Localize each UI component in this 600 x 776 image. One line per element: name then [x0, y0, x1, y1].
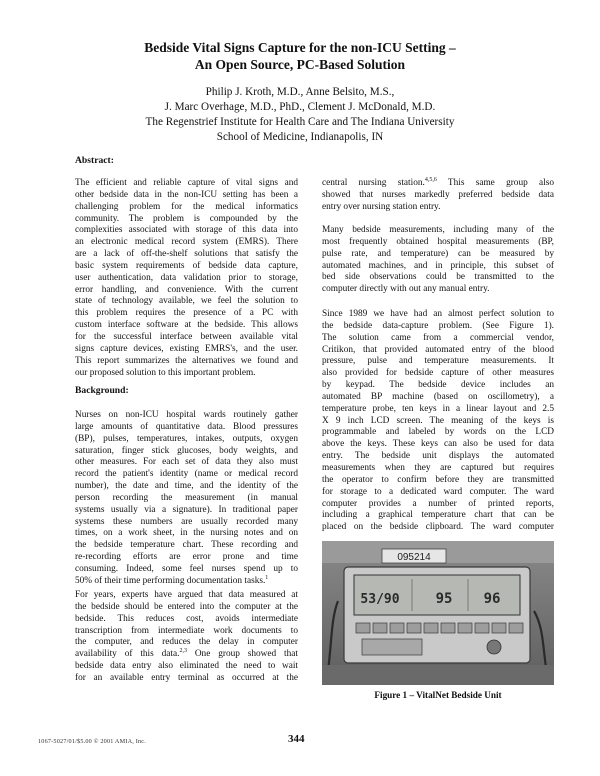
text-line: For years, experts have argued that data measured at — [75, 590, 298, 600]
text-line: showed that nurses markedly preferred bedside data — [322, 189, 554, 200]
text-line: for an available entry terminal as occurred at the — [75, 672, 298, 683]
citation-superscript: 4,5,6 — [424, 176, 437, 183]
text-line: error handling, and convenience. With the current — [75, 284, 298, 295]
unit-label-tag: 095214 — [397, 552, 431, 563]
paper-title — [40, 39, 560, 73]
text-line: (BP), pulses, temperatures, intakes, outputs, oxygen — [75, 433, 298, 444]
right-paragraph-a — [322, 178, 554, 214]
text-line: the operator to confirm before they are transmitted — [322, 474, 554, 485]
text-span: This same group also — [436, 178, 554, 188]
background-paragraph-2 — [75, 590, 298, 685]
text-line: our proposed solution to this important problem. — [75, 367, 256, 378]
text-line: Critikon, that provided automated entry of the blood — [322, 344, 554, 355]
text-line: measurements when they are captured but requires — [322, 462, 554, 473]
text-line: entry. The bedside unit displays the automated — [322, 451, 554, 462]
text-line: number), the date and time, and the identity of the — [75, 481, 298, 492]
text-line: the bedside temperature chart. These recording and — [75, 540, 298, 551]
lcd-temp-readout: 96 — [483, 591, 501, 607]
text-line: the bedside should be entered into the computer at the — [75, 601, 298, 612]
vitalnet-bedside-unit-photo — [322, 541, 554, 685]
text-line: challenging problem for the medical informatics — [75, 201, 298, 212]
text-line: for the successful interface between available vital — [75, 331, 298, 342]
text-line: Since 1989 we have had an almost perfect solution to — [322, 309, 554, 319]
text-line: large amounts of quantitative data. Blood pressures — [75, 421, 298, 432]
text-line: user authentication, data validation prior to storage, — [75, 272, 298, 283]
text-line: bedside data entry also eliminated the need to wait — [75, 661, 298, 672]
text-line: pressure, pulse and temperature measurements. It — [322, 356, 554, 367]
text-line: bedside. This reduces cost, avoids intermediate — [75, 613, 298, 624]
author-block — [60, 85, 540, 145]
text-line: Many bedside measurements, including many of the — [322, 225, 554, 235]
text-line: pulse rate, and temperature) can be measured by — [322, 248, 554, 259]
copyright-footer: 1067-5027/01/$5.00 © 2001 AMIA, Inc. — [38, 738, 146, 745]
text-span: 50% of their time performing documentation tasks. — [75, 575, 266, 586]
text-line: The efficient and reliable capture of vital signs and — [75, 178, 298, 188]
text-line: The solution came from a commercial vendor, — [322, 332, 554, 343]
text-line: systems usually via a signature). In traditional paper — [75, 504, 298, 515]
text-line — [75, 576, 298, 588]
text-line: automated machines, and in principle, this subset of — [322, 260, 554, 271]
text-span: availability of this data. — [75, 649, 180, 660]
text-line: above the keys. These keys can also be used for data — [322, 439, 554, 450]
text-line: person recording the measurement (in manual — [75, 492, 298, 503]
text-line: transcription from intermediate work documents to — [75, 625, 298, 636]
text-line: computer provides a number of printed reports, — [322, 498, 554, 509]
text-line: other bedside data in the non-ICU setting has been a — [75, 189, 298, 200]
text-line: state of technology available, we feel the solution to — [75, 296, 298, 307]
text-line: are a lack of off-the-shelf solutions that satisfy the — [75, 249, 298, 260]
text-line: bed side observations could be transmitted to the — [322, 272, 554, 283]
text-line: the bedside data-capture problem. (See Figure 1). — [322, 320, 554, 331]
text-line: complexities associated with storage of this data into — [75, 225, 298, 236]
text-line: X 9 inch LCD screen. The meaning of the keys is — [322, 415, 554, 426]
abstract-heading: Abstract: — [75, 155, 114, 166]
text-line: computer directly with out any manual entry. — [322, 284, 490, 295]
right-paragraph-c — [322, 309, 554, 534]
affiliation-line-2: School of Medicine, Indianapolis, IN — [216, 131, 384, 143]
citation-superscript: 1 — [265, 574, 269, 581]
text-line: signs capture devices, existing EMRS's, and the user. — [75, 343, 298, 354]
text-line: saturation, finger stick glucoses, body weights, and — [75, 445, 298, 456]
text-line: Nurses on non-ICU hospital wards routinely gather — [75, 410, 298, 420]
text-line: an electronic medical record system (EMRS). There — [75, 237, 298, 248]
text-line: times, on a work sheet, in the nursing notes and on — [75, 528, 298, 539]
citation-superscript: 2,3 — [179, 648, 187, 655]
text-line: temperature probe, ten keys in a linear layout and 2.5 — [322, 403, 554, 414]
text-line: community. The problem is compounded by the — [75, 213, 298, 224]
background-heading: Background: — [75, 385, 129, 396]
text-line: re-recording efforts are error prone and time — [75, 552, 298, 563]
figure-caption: Figure 1 – VitalNet Bedside Unit — [374, 690, 502, 700]
text-line: basic system requirements of bedside data capture, — [75, 260, 298, 271]
text-line: placed on the bedside clipboard. The ward computer — [322, 522, 554, 533]
text-line: systems these numbers are usually recorded many — [75, 516, 298, 527]
authors-line-2: J. Marc Overhage, M.D., PhD., Clement J. McDonald, M.D. — [164, 101, 436, 113]
affiliation-line-1: The Regenstrief Institute for Health Care and The Indiana University — [145, 116, 455, 128]
title-line-1: Bedside Vital Signs Capture for the non-ICU Setting – — [144, 40, 456, 55]
title-line-2: An Open Source, PC-Based Solution — [194, 57, 406, 72]
text-span: central nursing station. — [322, 178, 425, 188]
right-paragraph-b — [322, 225, 554, 296]
lcd-pulse-readout: 95 — [435, 591, 453, 607]
page-number: 344 — [288, 733, 305, 745]
text-line: most frequently obtained hospital measurements (BP, — [322, 236, 554, 247]
text-line: automated BP machine (based on oscillometry), a — [322, 391, 554, 402]
text-line: programmable and labeled by words on the LCD — [322, 427, 554, 438]
text-line: including a graphical temperature chart that can be — [322, 510, 554, 521]
text-line: this problem requires the presence of a PC with — [75, 308, 298, 319]
text-line: entry over nursing station entry. — [322, 201, 441, 212]
text-line: other measures. For each set of data they also must — [75, 457, 298, 468]
text-line: by keypad. The bedside device includes an — [322, 380, 554, 391]
authors-line-1: Philip J. Kroth, M.D., Anne Belsito, M.S., — [205, 86, 395, 98]
text-line: also provided for bedside capture of other measures — [322, 368, 554, 379]
text-line: consuming. Indeed, some feel nurses spend up to — [75, 563, 298, 574]
abstract-text — [75, 178, 298, 379]
text-span: One group showed that — [186, 649, 298, 660]
text-line — [322, 178, 554, 190]
text-line: custom interface software at the bedside. This allows — [75, 320, 298, 331]
text-line: the computer, and reduces the delay in computer — [75, 637, 298, 648]
background-paragraph-1 — [75, 410, 298, 588]
lcd-bp-readout: 53/90 — [360, 592, 400, 607]
text-line: for storage to a dedicated ward computer. The ward — [322, 486, 554, 497]
text-line: record the patient's identity (name or medical record — [75, 469, 298, 480]
text-line: This report summarizes the alternatives we found and — [75, 355, 298, 366]
text-line — [75, 649, 298, 661]
